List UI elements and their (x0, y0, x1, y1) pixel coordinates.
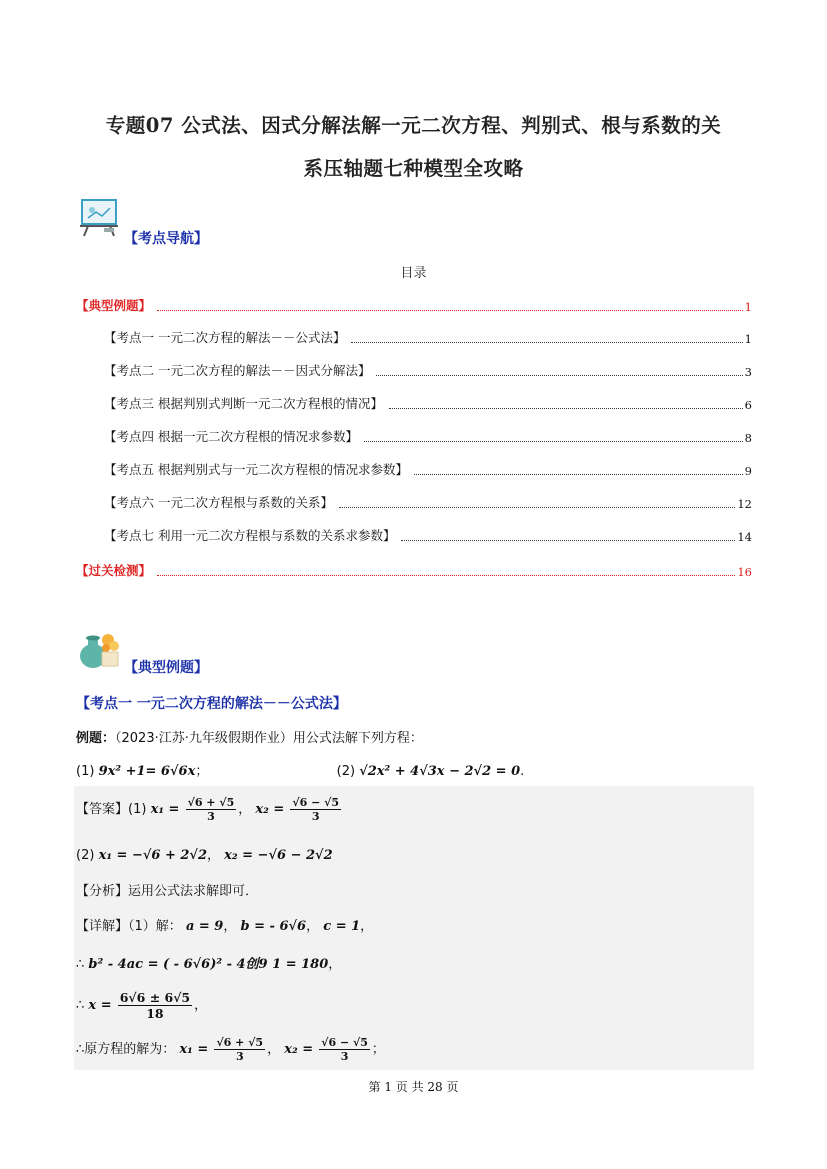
toc-entry-page: 12 (737, 497, 752, 511)
q1-label: (1) (76, 764, 95, 779)
a2-label: (2) (76, 848, 95, 863)
toc-entry-test[interactable] (76, 563, 752, 579)
x-fraction (118, 990, 192, 1021)
fraction-numerator: √6 − √5 (292, 796, 340, 809)
sol-x2-fraction (319, 1036, 370, 1063)
fraction-denominator: 3 (340, 1050, 349, 1063)
a1-x2-fraction (290, 796, 341, 823)
q2-end: . (520, 764, 525, 779)
toc-entry-point4[interactable] (104, 429, 752, 445)
toc-entry-page: 8 (744, 431, 752, 445)
a1-label: (1) (128, 802, 147, 817)
x-formula-line (76, 990, 207, 1021)
examples-label: 【典型例题】 (124, 660, 208, 676)
toc-entry-label: 【典型例题】 (76, 298, 152, 313)
separator: ， (306, 919, 320, 934)
separator: ， (267, 1042, 281, 1057)
analysis-line (76, 880, 258, 899)
separator: ， (238, 802, 252, 817)
page-footer: 第 1 页 共 28 页 (368, 1080, 459, 1094)
sol-x1-lhs: x₁ = (179, 1042, 209, 1057)
toc-entry-point1[interactable] (104, 330, 752, 346)
a2-x2: x₂ = −√6 − 2√2 (224, 848, 333, 863)
page-title-line1: 专题07 公式法、因式分解法解一元二次方程、判别式、根与系数的关 (105, 114, 722, 137)
toc-heading: 目录 (400, 266, 427, 281)
toc-entry-label: 【考点五 根据判别式与一元二次方程根的情况求参数】 (104, 462, 408, 477)
answer-line-1 (76, 796, 343, 823)
q1-equation: 9x² +1= 6√6x (98, 764, 196, 779)
chalkboard-icon (78, 198, 122, 238)
a1-x1-lhs: x₁ = (150, 802, 180, 817)
toc-entry-page: 1 (744, 332, 752, 346)
fraction-denominator: 3 (207, 810, 215, 823)
separator: ， (207, 848, 221, 863)
toc-entry-label: 【考点一 一元二次方程的解法－－公式法】 (104, 330, 346, 345)
toc-dots (389, 407, 743, 409)
toc-entry-page: 16 (737, 565, 752, 579)
toc-entry-page: 6 (744, 398, 752, 412)
answer-label: 【答案】 (76, 802, 129, 817)
toc-dots (376, 374, 742, 376)
detail-start: （1）解： (128, 919, 182, 934)
page-title-line2: 系压轴题七种模型全攻略 (303, 157, 524, 180)
toc-entry-label: 【考点六 一元二次方程根与系数的关系】 (104, 495, 333, 510)
toc-entry-point5[interactable] (104, 462, 752, 478)
discriminant: b² - 4ac = ( - 6√6)² - 4创9 1 = 180 (88, 957, 329, 972)
therefore-sign: ∴ (76, 998, 85, 1013)
toc-entry-page: 1 (744, 300, 752, 314)
toc-entry-label: 【考点四 根据一元二次方程根的情况求参数】 (104, 429, 358, 444)
solution-prefix: ∴原方程的解为： (76, 1042, 176, 1057)
sol-x2-lhs: x₂ = (284, 1042, 314, 1057)
separator: ， (328, 957, 342, 972)
point1-heading: 【考点一 一元二次方程的解法－－公式法】 (76, 696, 347, 712)
toc-entry-label: 【考点三 根据判别式判断一元二次方程根的情况】 (104, 396, 383, 411)
fraction-numerator: √6 + √5 (216, 1036, 264, 1049)
toc-dots (401, 539, 735, 541)
toc-entry-label: 【考点二 一元二次方程的解法－－因式分解法】 (104, 363, 371, 378)
fraction-denominator: 18 (146, 1006, 164, 1021)
sol-x1-fraction (214, 1036, 265, 1063)
a1-x2-lhs: x₂ = (255, 802, 285, 817)
toc-entry-examples[interactable] (76, 298, 752, 314)
toc-entry-label: 【考点七 利用一元二次方程根与系数的关系求参数】 (104, 528, 396, 543)
x-lhs: x = (88, 998, 112, 1013)
q1-end: ； (195, 764, 209, 779)
separator: ， (223, 919, 237, 934)
discriminant-line (76, 953, 341, 972)
toc-dots (414, 473, 743, 475)
separator: ； (371, 1042, 385, 1057)
toc-entry-point2[interactable] (104, 363, 752, 379)
vase-icon (76, 628, 122, 670)
separator: ， (360, 919, 374, 934)
example-questions (76, 760, 736, 779)
q2-equation: √2x² + 4√3x − 2√2 = 0 (359, 764, 521, 779)
a1-x1-fraction (186, 796, 237, 823)
detail-line (76, 915, 373, 934)
toc-entry-point3[interactable] (104, 396, 752, 412)
fraction-numerator: 6√6 ± 6√5 (119, 990, 191, 1005)
toc-dots (339, 506, 735, 508)
fraction-denominator: 3 (235, 1050, 244, 1063)
detail-label: 【详解】 (76, 919, 129, 934)
coef-b: b = - 6√6 (240, 919, 307, 934)
nav-label: 【考点导航】 (124, 231, 208, 247)
toc-dots (157, 574, 735, 576)
toc-dots (157, 309, 743, 311)
example-line (76, 727, 423, 746)
example-prefix: 例题： (76, 731, 116, 746)
coef-a: a = 9 (185, 919, 224, 934)
coef-c: c = 1 (323, 919, 361, 934)
toc-entry-point7[interactable] (104, 528, 752, 544)
q2-label: (2) (336, 764, 356, 779)
toc-dots (364, 440, 743, 442)
toc-entry-point6[interactable] (104, 495, 752, 511)
toc-entry-page: 9 (744, 464, 752, 478)
analysis-label: 【分析】 (76, 884, 129, 899)
toc-dots (351, 341, 742, 343)
fraction-numerator: √6 + √5 (187, 796, 235, 809)
example-text: （2023·江苏·九年级假期作业）用公式法解下列方程： (115, 731, 423, 746)
a2-x1: x₁ = −√6 + 2√2 (98, 848, 208, 863)
fraction-denominator: 3 (311, 810, 320, 823)
separator: ， (194, 998, 208, 1013)
toc-entry-label: 【过关检测】 (76, 563, 152, 578)
analysis-text: 运用公式法求解即可． (128, 884, 259, 899)
therefore-sign: ∴ (76, 957, 85, 972)
answer-line-2 (76, 844, 333, 863)
solution-line (76, 1036, 385, 1063)
fraction-numerator: √6 − √5 (321, 1036, 368, 1049)
toc-entry-page: 3 (744, 365, 752, 379)
toc-entry-page: 14 (737, 530, 752, 544)
